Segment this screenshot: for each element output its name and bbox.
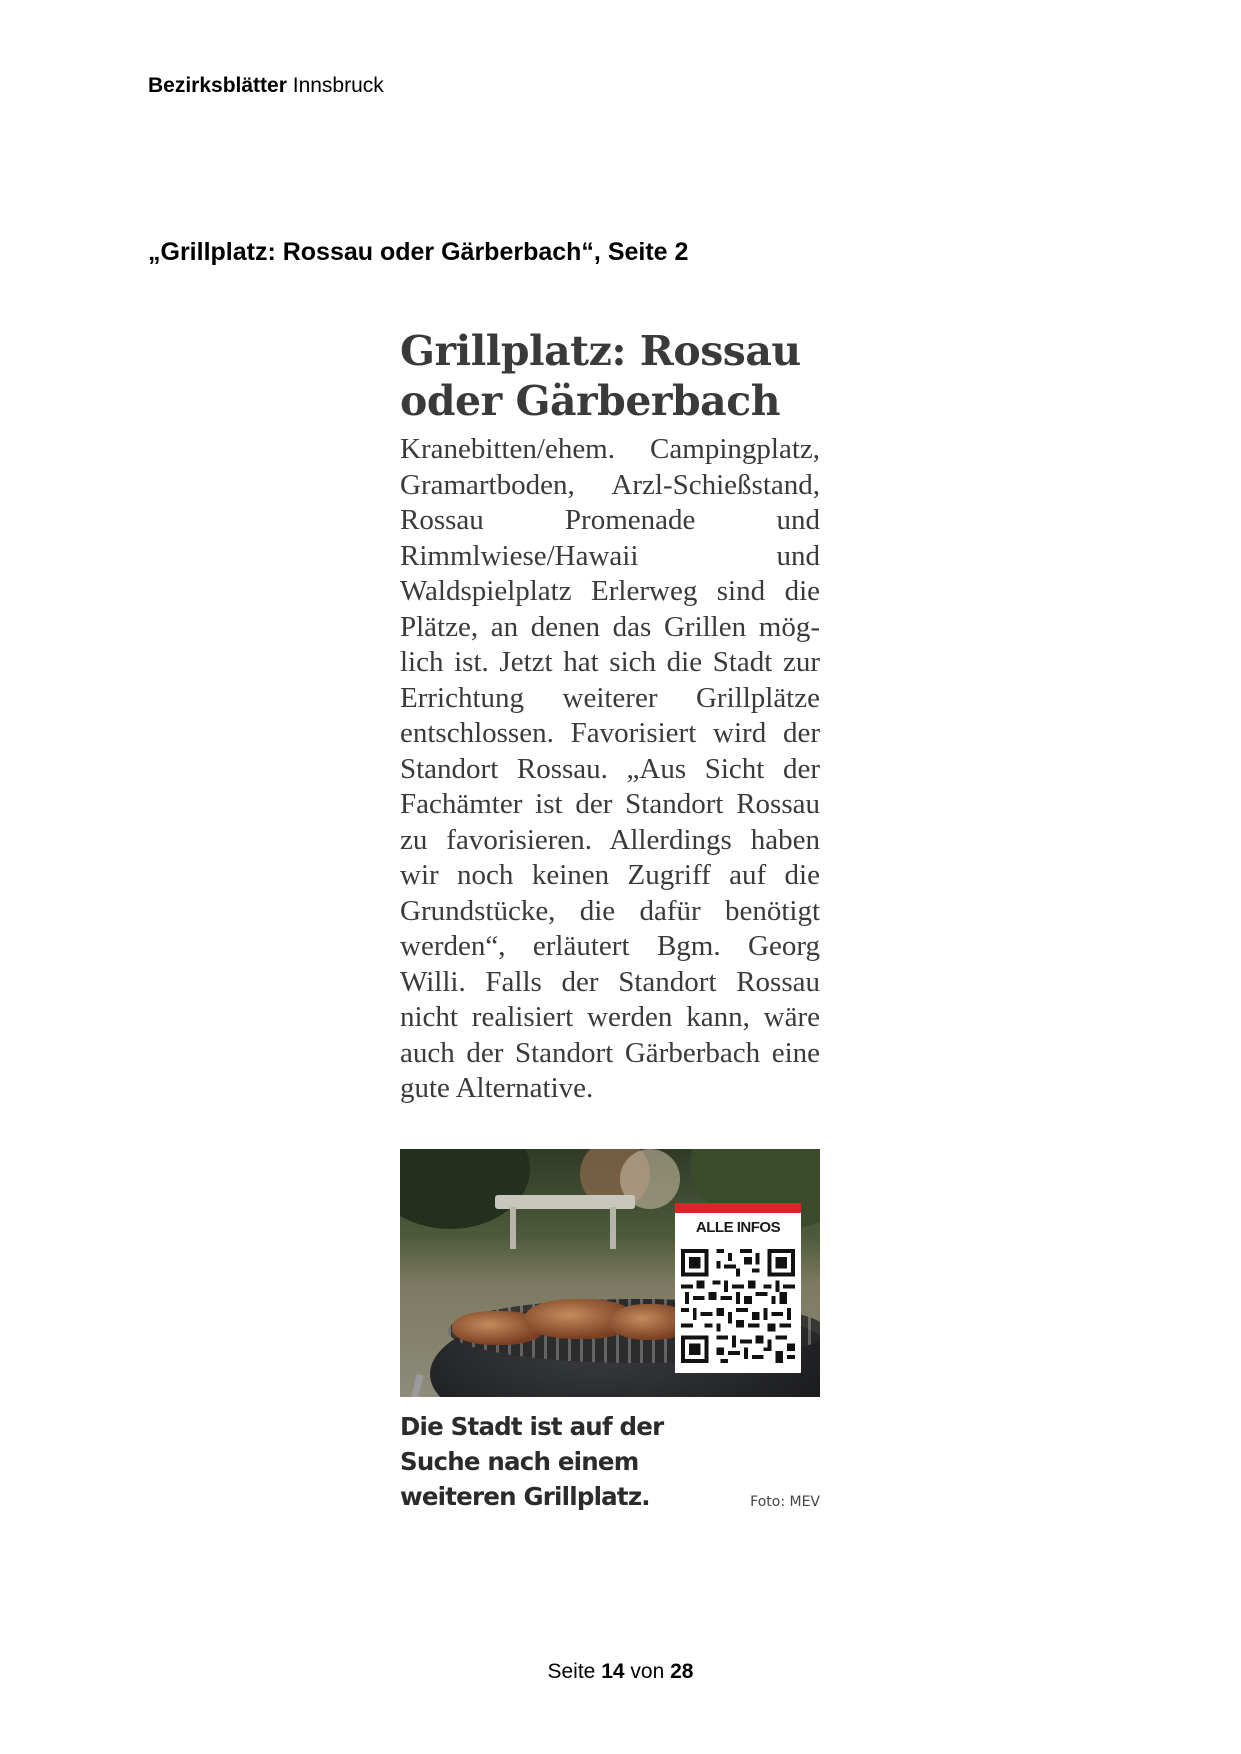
article-headline: [400, 326, 820, 426]
document-title: „Grillplatz: Rossau oder Gärberbach“, Seite 2: [148, 238, 689, 266]
page-label: Seite: [547, 1660, 596, 1683]
newspaper-clipping: [400, 326, 820, 1514]
publication-name: Bezirksblätter: [148, 74, 287, 97]
page-separator: von: [630, 1660, 665, 1683]
page-footer: [0, 1660, 1241, 1684]
photo-caption: Die Stadt ist auf der Suche nach einem weiteren Grillplatz.: [400, 1411, 664, 1511]
qr-code-icon: [681, 1249, 795, 1363]
qr-label: ALLE INFOS: [695, 1218, 781, 1236]
grill-photo: [400, 1149, 820, 1397]
photo-credit: Foto: MEV: [750, 1493, 820, 1510]
article-body: Kranebitten/ehem. Campingplatz, Gramartboden, Arzl-Schießstand, Rossau Promenade und Rimmlwiese/Hawaii und Waldspielplatz Erlerweg sind die Plätze, an denen das Grillen möglich ist. Jetzt hat sich die Stadt zur Errichtung weiterer Grillplätze entschlossen. Favorisiert wird der Standort Rossau. „Aus Sicht der Fachämter ist der Standort Rossau zu favorisieren. Allerdings haben wir noch keinen Zugriff auf die Grundstücke, die dafür benötigt werden“, erläutert Bgm. Georg Willi. Falls der Standort Rossau nicht realisiert werden kann, wäre auch der Standort Gärberbach eine gute Alternative.: [400, 433, 820, 1104]
page-header: [148, 74, 384, 98]
total-pages: 28: [670, 1660, 694, 1683]
qr-code-panel: [675, 1203, 801, 1373]
headline-line-1: Grillplatz: Rossau: [400, 327, 801, 375]
headline-line-2: oder Gärberbach: [400, 377, 781, 425]
publication-region: Innsbruck: [292, 74, 384, 97]
current-page: 14: [601, 1660, 625, 1683]
caption-row: [400, 1409, 820, 1514]
